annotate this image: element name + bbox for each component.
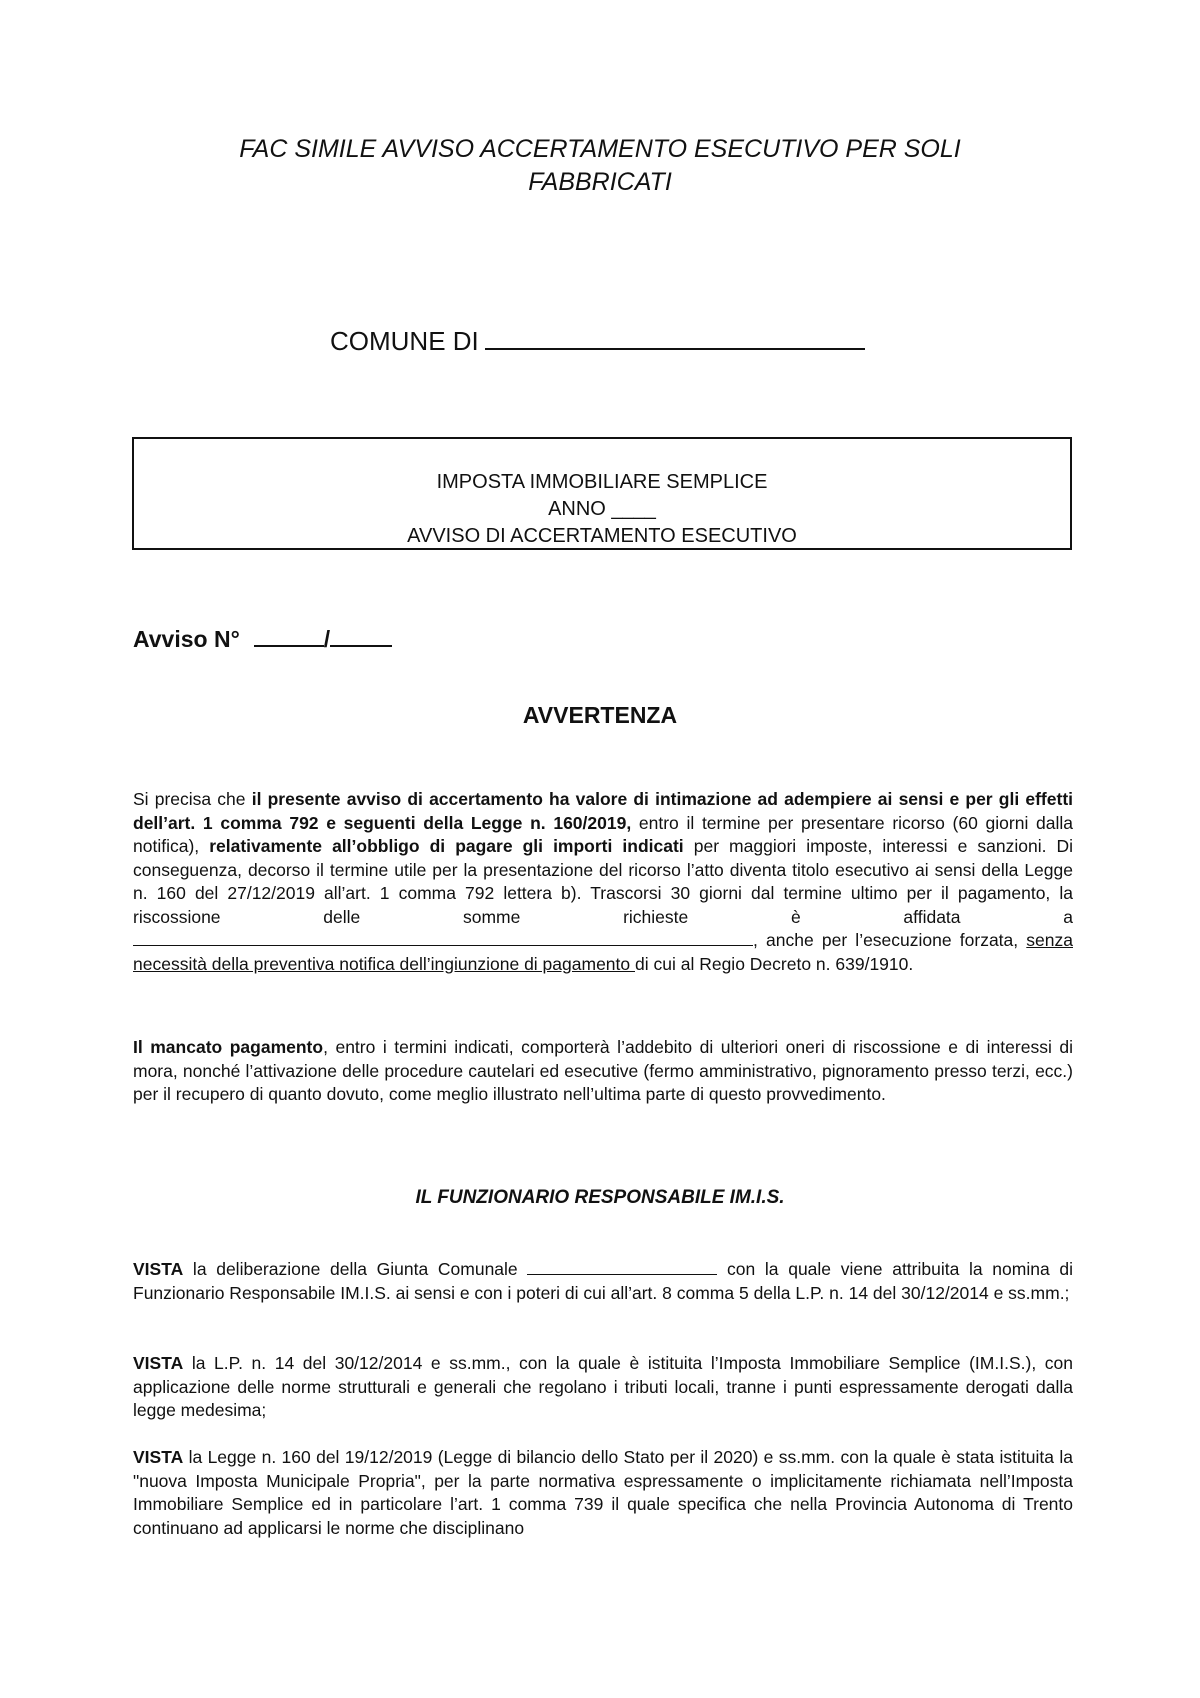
p2-text: , entro i termini indicati, comporterà l’addebito di ulteriori oneri di riscossione e di interessi di mora, nonché l’attivazione delle procedure cautelari ed esecutive (fermo amministrativo, pignoramento presso terzi, ecc.) per il recupero di quanto dovuto, come meglio illustrato nell’ultima parte di questo provvedimento. [133,1037,1073,1104]
vista3-bold: VISTA [133,1447,184,1467]
vista2-text: la L.P. n. 14 del 30/12/2014 e ss.mm., con la quale è istituita l’Imposta Immobiliare Semplice (IM.I.S.), con applicazione delle norme strutturali e generali che regolano i tributi locali, tranne i punti espressamente derogati dalla legge medesima; [133,1353,1073,1420]
comune-blank [485,326,865,350]
vista1-bold: VISTA [133,1259,184,1279]
p1-text-3: per maggiori imposte, interessi e sanzioni. Di conseguenza, decorso il termine utile per la presentazione del ricorso l’atto diventa titolo esecutivo ai sensi della Legge n. 160 del 27/12/2019 all’art. 1 comma 792 lettera b). Trascorsi 30 giorni dal termine ultimo per il pagamento, la riscossione delle somme richieste è affidata a [133,836,1074,927]
vista2-bold: VISTA [133,1353,184,1373]
p1-text-1: Si precisa che [133,789,252,809]
paragraph-vista-3 [133,1446,1073,1540]
vista1-text-2: con la quale viene attribuita la nomina di Funzionario Responsabile IM.I.S. ai sensi e con i poteri di cui all’art. 8 comma 5 della L.P. n. 14 del 30/12/2014 e ss.mm.; [133,1259,1073,1303]
paragraph-vista-1 [133,1258,1073,1305]
p1-text-4: , anche per l’esecuzione forzata, [753,930,1027,950]
p1-bold-2: relativamente all’obbligo di pagare gli importi indicati [209,836,684,856]
avviso-label: Avviso N° [133,626,240,652]
box-line-3: AVVISO DI ACCERTAMENTO ESECUTIVO [407,525,797,547]
tax-header-box [132,437,1072,550]
funzionario-heading: IL FUNZIONARIO RESPONSABILE IM.I.S. [415,1187,785,1208]
vista3-text: la Legge n. 160 del 19/12/2019 (Legge di bilancio dello Stato per il 2020) e ss.mm. con la quale è stata istituita la "nuova Imposta Municipale Propria", per la parte normativa espressamente o implicitamente richiamata nell’Imposta Immobiliare Semplice ed in particolare l’art. 1 comma 739 il quale specifica che nella Provincia Autonoma di Trento continuano ad applicarsi le norme che disciplinano [133,1447,1073,1538]
title-line-2: FABBRICATI [528,168,672,196]
box-line-2: ANNO ____ [548,498,656,520]
giunta-blank [527,1258,717,1275]
p1-text-2: entro il termine per presentare ricorso (60 giorni dalla notifica), [133,812,1073,856]
p1-bold-1: il presente avviso di accertamento ha valore di intimazione ad adempiere ai sensi e per gli effetti dell’art. 1 comma 792 e seguenti della Legge n. 160/2019, [133,789,1074,833]
p1-underlined: senza necessità della preventiva notifica dell’ingiunzione di pagamento [133,930,1073,974]
title-line-1: FAC SIMILE AVVISO ACCERTAMENTO ESECUTIVO PER SOLI [239,135,961,163]
avviso-number [133,626,392,653]
comune-label: COMUNE DI [330,326,479,356]
avviso-separator: / [323,626,331,652]
paragraph-intimazione [133,788,1073,976]
p2-bold: Il mancato pagamento [133,1037,324,1057]
avvertenza-heading: AVVERTENZA [522,702,678,728]
avviso-number-blank [254,627,324,647]
paragraph-vista-2 [133,1352,1073,1423]
affidata-blank [133,929,753,946]
avviso-year-blank [330,627,392,647]
box-line-1: IMPOSTA IMMOBILIARE SEMPLICE [436,471,768,493]
p1-text-5: di cui al Regio Decreto n. 639/1910. [635,953,914,974]
paragraph-mancato-pagamento [133,1036,1073,1107]
document-title [150,133,1050,199]
comune-line [330,325,865,357]
vista1-text-1: la deliberazione della Giunta Comunale [183,1259,528,1279]
